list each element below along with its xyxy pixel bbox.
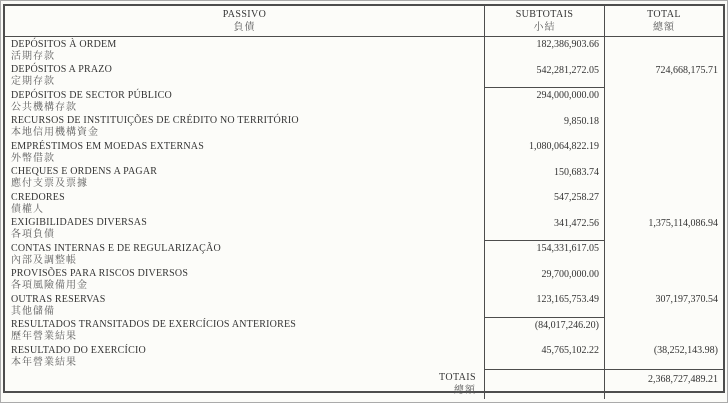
row-label [5,216,484,242]
row-label-zh: 各項負債 [11,229,55,240]
row-label-pt: PROVISÕES PARA RISCOS DIVERSOS [11,268,189,279]
totals-subtotal-cell [484,369,604,399]
row-label [5,114,484,140]
table-row [5,267,723,293]
row-label [5,292,484,318]
row-label [5,241,484,267]
row-label-zh: 本地信用機構資金 [11,127,99,138]
row-label [5,37,484,63]
row-label-zh: 債權人 [11,203,44,215]
row-total-value [604,190,723,216]
row-label-zh: 定期存款 [11,76,55,87]
row-subtotal-value: 45,765,102.22 [484,343,604,369]
table-row [5,139,723,165]
row-subtotal-value: 294,000,000.00 [484,88,604,114]
row-label [5,139,484,165]
passivo-liabilities-table [3,4,725,396]
row-subtotal-value: 123,165,753.49 [484,292,604,318]
row-label-zh: 歷年營業結果 [11,331,77,342]
table-row [5,165,723,191]
row-total-value: 1,375,114,086.94 [604,216,723,242]
row-subtotal-value: 341,472.56 [484,216,604,242]
row-label-pt: RESULTADO DO EXERCÍCIO [11,344,146,356]
header-subtotals-pt: SUBTOTAIS [515,9,574,20]
row-total-value: 307,197,370.54 [604,292,723,318]
row-subtotal-value: 154,331,617.05 [484,241,604,267]
row-label [5,343,484,369]
row-total-value [604,241,723,267]
row-label-pt: CHEQUES E ORDENS A PAGAR [11,166,158,177]
row-label-pt: EMPRÉSTIMOS EM MOEDAS EXTERNAS [11,140,204,152]
grand-total-value: 2,368,727,489.21 [604,369,723,399]
row-total-value [604,88,723,114]
row-label-zh: 活期存款 [11,50,55,62]
row-total-value [604,37,723,63]
row-subtotal-value: 1,080,064,822.19 [484,139,604,165]
totals-label-pt: TOTAIS [439,371,476,383]
row-total-value [604,139,723,165]
totals-label [5,369,484,399]
row-label [5,88,484,114]
row-label-pt: DEPÓSITOS A PRAZO [11,64,113,75]
row-label-zh: 內部及調整帳 [11,254,77,266]
row-label-pt: OUTRAS RESERVAS [11,293,106,305]
table-row [5,216,723,242]
table-row [5,343,723,369]
row-subtotal-value: 542,281,272.05 [484,63,604,89]
table-row [5,63,723,89]
row-label-zh: 公共機構存款 [11,101,77,113]
table-row [5,318,723,344]
table-row [5,114,723,140]
row-subtotal-value: 9,850.18 [484,114,604,140]
row-label-zh: 各項風險備用金 [11,280,88,291]
table-row [5,88,723,114]
table-body [5,37,723,369]
row-label [5,165,484,191]
header-subtotals-zh: 小結 [533,22,556,33]
row-subtotal-value: 29,700,000.00 [484,267,604,293]
row-total-value: (38,252,143.98) [604,343,723,369]
row-total-value [604,165,723,191]
row-total-value [604,267,723,293]
row-label-pt: CONTAS INTERNAS E DE REGULARIZAÇÃO [11,242,221,254]
row-label-pt: RECURSOS DE INSTITUIÇÕES DE CRÉDITO NO TERRITÓRIO [11,115,299,126]
header-passivo [5,6,484,36]
row-label-zh: 其他儲備 [11,305,55,317]
row-label-pt: CREDORES [11,191,65,203]
row-label [5,63,484,89]
totals-row [5,369,723,399]
row-label-pt: DEPÓSITOS DE SECTOR PÚBLICO [11,89,172,101]
row-label-pt: EXIGIBILIDADES DIVERSAS [11,217,147,228]
row-label [5,318,484,344]
header-total-pt: TOTAL [647,9,681,20]
row-subtotal-value: 182,386,903.66 [484,37,604,63]
row-label-pt: RESULTADOS TRANSITADOS DE EXERCÍCIOS ANTERIORES [11,319,297,330]
row-total-value [604,114,723,140]
row-total-value: 724,668,175.71 [604,63,723,89]
table-row [5,292,723,318]
header-passivo-zh: 負債 [233,22,256,33]
header-subtotals [484,6,604,36]
table-header-row [5,6,723,37]
totals-label-zh: 總額 [454,384,476,396]
row-subtotal-value: (84,017,246.20) [484,318,604,344]
row-label [5,267,484,293]
table-row [5,37,723,63]
table-row [5,190,723,216]
row-label [5,190,484,216]
row-subtotal-value: 547,258.27 [484,190,604,216]
row-total-value [604,318,723,344]
header-total-zh: 總額 [653,22,675,33]
table-row [5,241,723,267]
row-subtotal-value: 150,683.74 [484,165,604,191]
row-label-zh: 外幣借款 [11,152,55,164]
row-label-pt: DEPÓSITOS À ORDEM [11,38,117,50]
header-passivo-pt: PASSIVO [222,9,267,20]
row-label-zh: 應付支票及票據 [11,178,88,189]
row-label-zh: 本年營業結果 [11,356,77,368]
header-total [604,6,723,36]
